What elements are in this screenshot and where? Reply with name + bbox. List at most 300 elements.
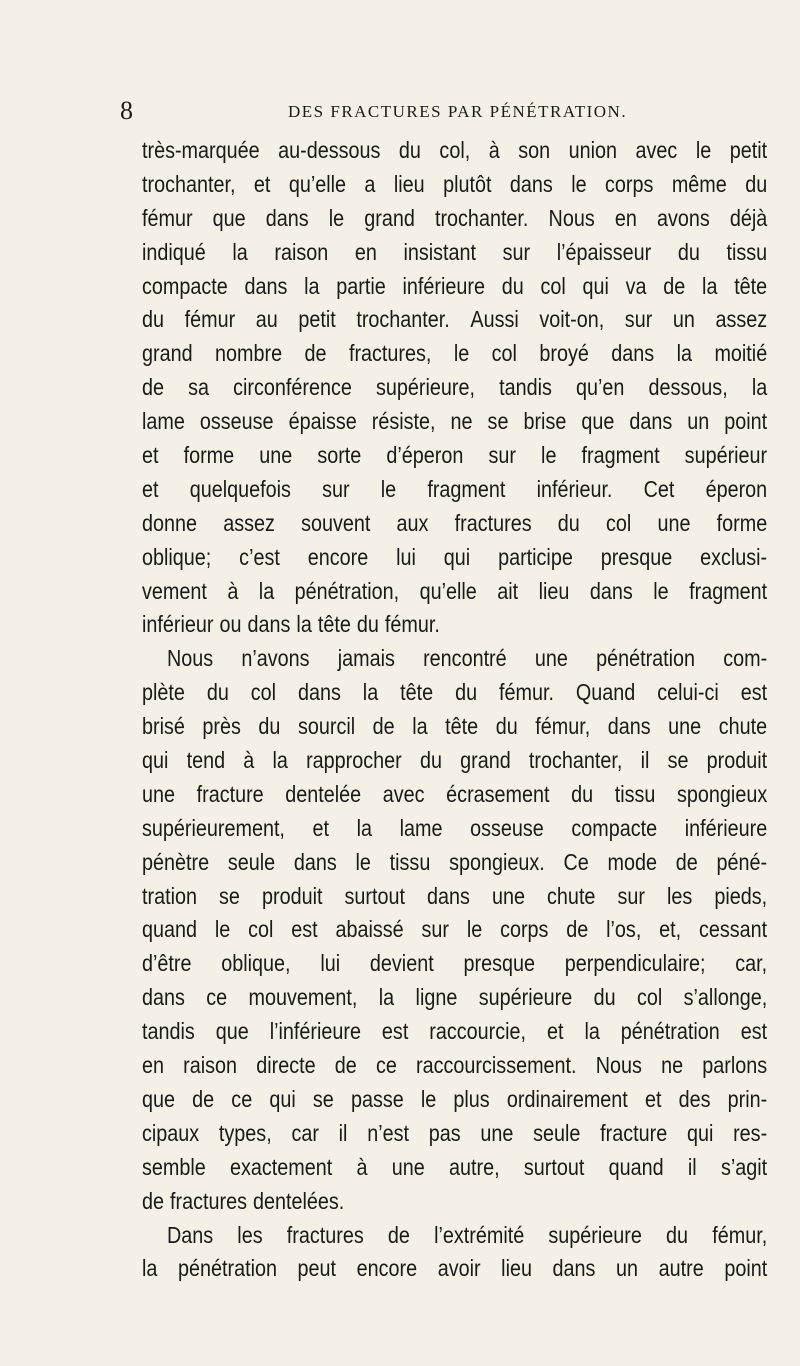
word: raison bbox=[183, 1052, 238, 1079]
text-line bbox=[142, 642, 767, 676]
word: sur bbox=[421, 916, 449, 943]
word: plutôt bbox=[443, 170, 492, 197]
word: va bbox=[625, 272, 647, 299]
word: circonférence bbox=[233, 374, 352, 401]
word: encore bbox=[356, 1255, 418, 1282]
word: ou bbox=[219, 611, 242, 638]
word: dans bbox=[607, 713, 651, 740]
word: de bbox=[675, 848, 698, 875]
word: qui bbox=[142, 747, 169, 774]
word: dentelée bbox=[285, 780, 362, 807]
word: ce bbox=[231, 1085, 253, 1112]
word: col bbox=[605, 509, 632, 536]
word: du bbox=[501, 272, 524, 299]
word: et bbox=[644, 1085, 662, 1112]
word: le bbox=[453, 340, 470, 367]
word: en bbox=[614, 204, 637, 231]
word: pénétration, bbox=[294, 577, 400, 604]
word: surtout bbox=[344, 882, 405, 909]
word: plus bbox=[453, 1085, 490, 1112]
text-line bbox=[142, 1219, 767, 1253]
word: Dans bbox=[166, 1221, 214, 1248]
word: c’est bbox=[239, 543, 280, 570]
word: de bbox=[142, 374, 165, 401]
word: fractures bbox=[454, 509, 532, 536]
word: la bbox=[232, 238, 248, 265]
word: assez bbox=[715, 306, 768, 333]
word: dans bbox=[552, 1255, 596, 1282]
word: ligne bbox=[415, 984, 458, 1011]
word: ait bbox=[497, 577, 519, 604]
word: la bbox=[702, 272, 718, 299]
word: quelquefois bbox=[189, 475, 291, 502]
word: sur bbox=[617, 882, 645, 909]
word: éperon bbox=[705, 475, 768, 502]
word: parlons bbox=[702, 1052, 768, 1079]
text-line bbox=[142, 541, 767, 575]
word: lui bbox=[320, 950, 341, 977]
word: un bbox=[616, 1255, 639, 1282]
word: sa bbox=[188, 374, 210, 401]
word: l’os, bbox=[606, 916, 642, 943]
word: une bbox=[480, 1119, 514, 1146]
word: pénétration bbox=[177, 1255, 277, 1282]
word: d’éperon bbox=[386, 442, 464, 469]
page-number: 8 bbox=[120, 96, 133, 125]
word: une bbox=[142, 780, 176, 807]
word: nombre bbox=[215, 340, 283, 367]
word: avec bbox=[382, 780, 425, 807]
word: fractures bbox=[170, 1187, 247, 1214]
word: plète bbox=[142, 679, 185, 706]
word: et bbox=[253, 170, 271, 197]
word: Nous bbox=[548, 204, 595, 231]
word: fractures, bbox=[348, 340, 432, 367]
word: passe bbox=[350, 1085, 404, 1112]
word: fémur bbox=[184, 306, 236, 333]
word: trochanter. bbox=[356, 306, 450, 333]
word: du bbox=[745, 170, 768, 197]
word: qu’elle bbox=[288, 170, 347, 197]
word: abaissé bbox=[335, 916, 404, 943]
word: petit bbox=[298, 306, 336, 333]
word: à bbox=[488, 137, 500, 163]
word: lame bbox=[399, 814, 443, 841]
word: chute bbox=[547, 882, 596, 909]
word: s’allonge, bbox=[683, 984, 768, 1011]
text-line bbox=[142, 236, 767, 270]
word: produit bbox=[261, 882, 323, 909]
word: inférieure bbox=[402, 272, 485, 299]
word: à bbox=[356, 1153, 368, 1180]
word: participe bbox=[498, 543, 573, 570]
word: point bbox=[724, 408, 768, 435]
word: lame bbox=[142, 408, 185, 435]
word: avoir bbox=[437, 1255, 481, 1282]
word: aux bbox=[396, 509, 429, 536]
text-line bbox=[142, 405, 767, 439]
word: qui bbox=[582, 272, 609, 299]
word: du bbox=[593, 984, 616, 1011]
word: le bbox=[541, 442, 557, 469]
word: de bbox=[142, 1187, 165, 1214]
text-line bbox=[142, 846, 767, 880]
word: raison bbox=[274, 238, 329, 265]
word: et, bbox=[659, 916, 682, 943]
running-head bbox=[120, 96, 760, 126]
word: ne bbox=[450, 408, 473, 435]
word: à bbox=[227, 577, 239, 604]
word: supérieur bbox=[684, 442, 768, 469]
word: dans bbox=[629, 408, 673, 435]
word: souvent bbox=[301, 509, 371, 536]
word: types, bbox=[218, 1119, 272, 1146]
word: en bbox=[354, 238, 377, 265]
word: grand bbox=[460, 747, 511, 774]
word: qu’en bbox=[576, 374, 625, 401]
text-line bbox=[142, 1015, 767, 1049]
text-line bbox=[142, 1252, 767, 1286]
word: corps bbox=[500, 916, 549, 943]
word: et bbox=[312, 814, 330, 841]
word: broyé bbox=[539, 340, 589, 367]
body-text bbox=[142, 134, 767, 1286]
word: dans bbox=[297, 679, 341, 706]
text-line bbox=[142, 1117, 767, 1151]
word: se bbox=[312, 1085, 334, 1112]
word: supérieure bbox=[478, 984, 573, 1011]
text-line bbox=[142, 1151, 767, 1185]
word: son bbox=[518, 137, 551, 163]
word: brisé bbox=[142, 713, 185, 740]
word: les bbox=[237, 1221, 263, 1248]
word: du bbox=[495, 713, 518, 740]
word: col bbox=[636, 984, 663, 1011]
word: et bbox=[546, 1018, 564, 1045]
word: le bbox=[214, 916, 231, 943]
word: tissu bbox=[614, 780, 656, 807]
word: pieds, bbox=[714, 882, 768, 909]
word: au-dessous bbox=[278, 137, 381, 163]
word: corps bbox=[605, 170, 654, 197]
word: de bbox=[663, 272, 686, 299]
word: tissu bbox=[726, 238, 768, 265]
word: dans bbox=[244, 272, 288, 299]
word: exactement bbox=[230, 1153, 333, 1180]
word: brise bbox=[523, 408, 567, 435]
word: même bbox=[671, 170, 727, 197]
word: de bbox=[372, 713, 395, 740]
word: supérieure, bbox=[376, 374, 475, 401]
word: avec bbox=[635, 137, 678, 163]
word: dans bbox=[247, 611, 291, 638]
word: s’agit bbox=[720, 1153, 768, 1180]
text-line bbox=[142, 270, 767, 304]
text-line bbox=[142, 134, 767, 168]
word: dans bbox=[509, 170, 553, 197]
word: dans bbox=[265, 204, 309, 231]
word: le bbox=[380, 475, 397, 502]
word: compacte bbox=[142, 272, 228, 299]
word: col bbox=[540, 272, 566, 299]
word: celui-ci bbox=[657, 679, 719, 706]
word: forme bbox=[183, 442, 235, 469]
word: n’avons bbox=[241, 645, 310, 672]
word: des bbox=[678, 1085, 711, 1112]
word: tissu bbox=[389, 848, 431, 875]
word: de bbox=[192, 1085, 215, 1112]
text-line bbox=[142, 676, 767, 710]
word: il bbox=[687, 1153, 697, 1180]
word: directe bbox=[256, 1052, 316, 1079]
word: inférieur bbox=[142, 611, 214, 638]
word: forme bbox=[716, 509, 768, 536]
word: fémur, bbox=[535, 713, 591, 740]
text-line bbox=[142, 913, 767, 947]
word: du bbox=[557, 509, 580, 536]
word: dans bbox=[589, 577, 633, 604]
word: raccourcie, bbox=[429, 1018, 527, 1045]
word: tête bbox=[734, 272, 768, 299]
word: la bbox=[142, 1255, 158, 1282]
word: dentelées. bbox=[253, 1187, 345, 1214]
word: qui bbox=[443, 543, 471, 570]
word: cessant bbox=[699, 916, 768, 943]
word: dans bbox=[611, 340, 655, 367]
word: est bbox=[740, 1018, 768, 1045]
word: sorte bbox=[317, 442, 362, 469]
word: un bbox=[672, 306, 695, 333]
text-line bbox=[142, 439, 767, 473]
word: n’est bbox=[367, 1119, 409, 1146]
word: et bbox=[142, 442, 159, 469]
word: peut bbox=[297, 1255, 337, 1282]
word: union bbox=[568, 137, 618, 163]
text-line bbox=[142, 981, 767, 1015]
word: sur bbox=[624, 306, 653, 333]
text-line bbox=[142, 168, 767, 202]
word: point bbox=[724, 1255, 768, 1282]
word: col, bbox=[439, 137, 471, 163]
word: une bbox=[391, 1153, 425, 1180]
word: osseuse bbox=[470, 814, 544, 841]
word: inférieure bbox=[684, 814, 768, 841]
word: pénètre bbox=[142, 848, 210, 875]
word: sourcil bbox=[297, 713, 356, 740]
word: encore bbox=[307, 543, 369, 570]
word: perpendiculaire; bbox=[564, 950, 706, 977]
word: compacte bbox=[571, 814, 658, 841]
word: insistant bbox=[403, 238, 477, 265]
word: vement bbox=[142, 577, 207, 604]
word: fémur. bbox=[499, 679, 554, 706]
word: le bbox=[466, 916, 483, 943]
word: est bbox=[740, 679, 768, 706]
word: dans bbox=[293, 848, 337, 875]
word: Ce bbox=[563, 848, 589, 875]
word: res- bbox=[733, 1119, 768, 1146]
word: seule bbox=[533, 1119, 581, 1146]
word: la bbox=[584, 1018, 600, 1045]
word: la bbox=[378, 984, 395, 1011]
word: le bbox=[571, 170, 587, 197]
word: l’épaisseur bbox=[556, 238, 652, 265]
word: le bbox=[355, 848, 371, 875]
text-line bbox=[142, 371, 767, 405]
word: le bbox=[420, 1085, 437, 1112]
word: col bbox=[248, 916, 274, 943]
word: du bbox=[666, 1221, 689, 1248]
word: quand bbox=[142, 916, 198, 943]
word: tête bbox=[400, 679, 434, 706]
word: une bbox=[259, 442, 293, 469]
word: près bbox=[202, 713, 241, 740]
word: tration bbox=[142, 882, 197, 909]
word: supérieure bbox=[548, 1221, 642, 1248]
word: grand bbox=[364, 204, 415, 231]
word: épaisse bbox=[288, 408, 357, 435]
word: voit-on, bbox=[539, 306, 605, 333]
word: indiqué bbox=[142, 238, 206, 265]
word: rencontré bbox=[423, 645, 507, 672]
word: devient bbox=[369, 950, 434, 977]
word: petit bbox=[729, 137, 768, 163]
word: surtout bbox=[523, 1153, 585, 1180]
word: se bbox=[667, 747, 689, 774]
word: péné- bbox=[716, 848, 768, 875]
word: du bbox=[206, 679, 229, 706]
word: spongieux bbox=[677, 780, 768, 807]
text-line bbox=[142, 710, 767, 744]
word: de bbox=[566, 916, 589, 943]
word: du bbox=[677, 238, 700, 265]
word: l’extrémité bbox=[434, 1221, 525, 1248]
word: lieu bbox=[501, 1255, 532, 1282]
word: tandis bbox=[142, 1018, 195, 1045]
word: fémur, bbox=[712, 1221, 768, 1248]
word: pénétration bbox=[596, 645, 696, 672]
text-line bbox=[142, 1049, 767, 1083]
word: Quand bbox=[575, 679, 636, 706]
word: se bbox=[219, 882, 240, 909]
word: inférieur. bbox=[536, 475, 613, 502]
word: pas bbox=[428, 1119, 461, 1146]
word: autre bbox=[658, 1255, 704, 1282]
word: dans bbox=[142, 984, 185, 1011]
word: autre, bbox=[449, 1153, 500, 1180]
word: du bbox=[258, 713, 281, 740]
word: la bbox=[258, 577, 275, 604]
text-line bbox=[142, 507, 767, 541]
word: en bbox=[142, 1052, 165, 1079]
text-line bbox=[142, 778, 767, 812]
word: trochanter. bbox=[434, 204, 529, 231]
word: Aussi bbox=[470, 306, 519, 333]
word: presque bbox=[600, 543, 673, 570]
word: se bbox=[487, 408, 509, 435]
word: partie bbox=[336, 272, 386, 299]
text-line bbox=[142, 1083, 767, 1117]
word: supérieurement, bbox=[142, 814, 285, 841]
word: fémur. bbox=[384, 611, 440, 638]
word: du bbox=[398, 137, 421, 163]
word: le bbox=[328, 204, 345, 231]
word: pénétration bbox=[620, 1018, 720, 1045]
word: qui bbox=[686, 1119, 714, 1146]
word: sur bbox=[502, 238, 531, 265]
word: lieu bbox=[538, 577, 570, 604]
word: les bbox=[667, 882, 693, 909]
word: col bbox=[491, 340, 517, 367]
word: il bbox=[338, 1119, 348, 1146]
word: l’inférieure bbox=[269, 1018, 361, 1045]
word: exclusi- bbox=[700, 543, 768, 570]
word: il bbox=[640, 747, 650, 774]
word: la bbox=[272, 747, 288, 774]
running-title: DES FRACTURES PAR PÉNÉTRATION. bbox=[288, 102, 628, 121]
word: la bbox=[676, 340, 693, 367]
word: résiste, bbox=[371, 408, 436, 435]
word: semble bbox=[142, 1153, 206, 1180]
word: de bbox=[304, 340, 327, 367]
word: oblique; bbox=[142, 543, 212, 570]
word: déjà bbox=[729, 204, 768, 231]
word: quand bbox=[608, 1153, 664, 1180]
word: avons bbox=[656, 204, 710, 231]
word: presque bbox=[463, 950, 535, 977]
word: produit bbox=[706, 747, 768, 774]
word: le bbox=[695, 137, 712, 163]
text-line bbox=[142, 812, 767, 846]
word: une bbox=[534, 645, 568, 672]
word: dessous, bbox=[648, 374, 728, 401]
word: a bbox=[364, 170, 376, 197]
word: mouvement, bbox=[248, 984, 358, 1011]
word: au bbox=[255, 306, 278, 333]
text-line bbox=[142, 880, 767, 914]
word: fractures bbox=[286, 1221, 364, 1248]
word: fémur bbox=[142, 204, 193, 231]
word: fracture bbox=[196, 780, 264, 807]
word: assez bbox=[223, 509, 275, 536]
word: qu’elle bbox=[419, 577, 477, 604]
word: sur bbox=[488, 442, 516, 469]
word: Cet bbox=[643, 475, 675, 502]
word: jamais bbox=[337, 645, 395, 672]
word: et bbox=[142, 475, 159, 502]
word: fracture bbox=[600, 1119, 668, 1146]
word: une bbox=[668, 713, 702, 740]
word: sur bbox=[322, 475, 350, 502]
word: du bbox=[571, 780, 594, 807]
word: com- bbox=[723, 645, 768, 672]
word: grand bbox=[142, 340, 193, 367]
word: la bbox=[356, 814, 373, 841]
word: tandis bbox=[499, 374, 552, 401]
word: osseuse bbox=[199, 408, 274, 435]
word: à bbox=[243, 747, 255, 774]
word: est bbox=[381, 1018, 409, 1045]
word: seule bbox=[227, 848, 276, 875]
text-line bbox=[142, 608, 767, 642]
word: d’être bbox=[142, 950, 192, 977]
word: est bbox=[291, 916, 318, 943]
word: trochanter, bbox=[142, 170, 236, 197]
word: prin- bbox=[727, 1085, 768, 1112]
word: un bbox=[687, 408, 710, 435]
word: chute bbox=[718, 713, 768, 740]
word: écrasement bbox=[446, 780, 550, 807]
